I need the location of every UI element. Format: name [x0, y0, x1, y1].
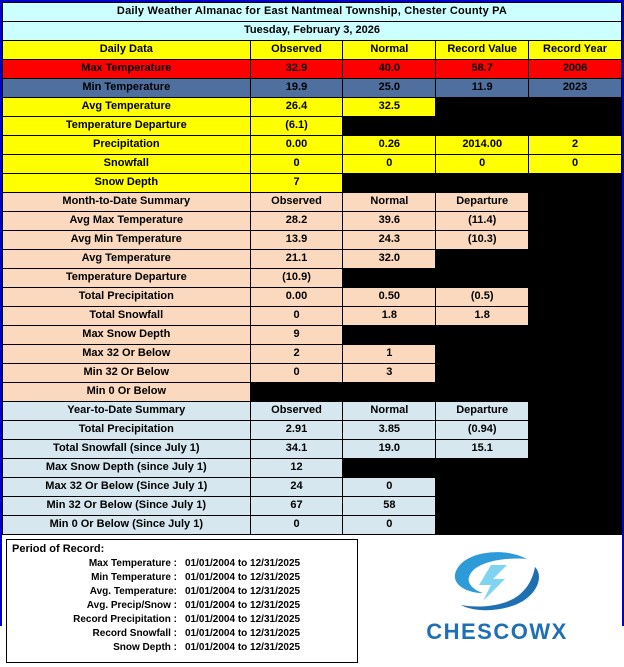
ytd-row-3-year	[529, 478, 622, 497]
mtd-row-0-observed: 28.2	[250, 212, 343, 231]
daily-header-col-0: Daily Data	[3, 41, 251, 60]
ytd-row-0-observed: 2.91	[250, 421, 343, 440]
mtd-row-6	[3, 326, 622, 345]
ytd-row-1-record: 15.1	[436, 440, 529, 459]
mtd-header-col-1: Observed	[250, 193, 343, 212]
mtd-row-5	[3, 307, 622, 326]
mtd-row-3-observed: (10.9)	[250, 269, 343, 288]
mtd-row-3-record	[436, 269, 529, 288]
daily-row-4	[3, 136, 622, 155]
ytd-header-col-0: Year-to-Date Summary	[3, 402, 251, 421]
brand-name: CHESCOWX	[426, 619, 568, 644]
daily-row-2-record	[436, 98, 529, 117]
mtd-header	[3, 193, 622, 212]
mtd-header-col-4	[529, 193, 622, 212]
period-of-record-row	[7, 599, 357, 613]
mtd-row-4	[3, 288, 622, 307]
daily-row-3-observed: (6.1)	[250, 117, 343, 136]
daily-row-4-record: 2014.00	[436, 136, 529, 155]
mtd-row-2-record	[436, 250, 529, 269]
mtd-row-4-year	[529, 288, 622, 307]
mtd-row-9-label: Min 0 Or Below	[3, 383, 251, 402]
ytd-row-4	[3, 497, 622, 516]
mtd-row-8-label: Min 32 Or Below	[3, 364, 251, 383]
ytd-header-col-2: Normal	[343, 402, 436, 421]
ytd-row-5-record	[436, 516, 529, 535]
ytd-row-4-record	[436, 497, 529, 516]
daily-row-4-observed: 0.00	[250, 136, 343, 155]
daily-row-6-label: Snow Depth	[3, 174, 251, 193]
ytd-row-1	[3, 440, 622, 459]
daily-row-0	[3, 60, 622, 79]
ytd-header	[3, 402, 622, 421]
ytd-row-3-label: Max 32 Or Below (Since July 1)	[3, 478, 251, 497]
ytd-row-3-normal: 0	[343, 478, 436, 497]
ytd-row-4-normal: 58	[343, 497, 436, 516]
mtd-header-col-3: Departure	[436, 193, 529, 212]
period-of-record-value-0: 01/01/2004 to 12/31/2025	[185, 557, 301, 569]
mtd-row-3-label: Temperature Departure	[3, 269, 251, 288]
mtd-row-0-record: (11.4)	[436, 212, 529, 231]
daily-header-col-4: Record Year	[529, 41, 622, 60]
ytd-row-1-label: Total Snowfall (since July 1)	[3, 440, 251, 459]
mtd-row-1-observed: 13.9	[250, 231, 343, 250]
ytd-row-3	[3, 478, 622, 497]
daily-row-5-label: Snowfall	[3, 155, 251, 174]
period-of-record-table	[7, 557, 357, 655]
daily-row-5-year: 0	[529, 155, 622, 174]
daily-row-4-label: Precipitation	[3, 136, 251, 155]
mtd-row-8-normal: 3	[343, 364, 436, 383]
mtd-row-7-year	[529, 345, 622, 364]
mtd-row-2-year	[529, 250, 622, 269]
daily-row-1-label: Min Temperature	[3, 79, 251, 98]
almanac-date-row	[3, 22, 622, 41]
period-of-record-row	[7, 613, 357, 627]
period-of-record-panel	[6, 539, 358, 663]
period-of-record-row	[7, 641, 357, 655]
daily-row-6-observed: 7	[250, 174, 343, 193]
mtd-row-1-record: (10.3)	[436, 231, 529, 250]
daily-row-2-label: Avg Temperature	[3, 98, 251, 117]
period-of-record-label-3: Avg. Precip/Snow :	[86, 599, 177, 611]
daily-row-3-label: Temperature Departure	[3, 117, 251, 136]
mtd-row-0-label: Avg Max Temperature	[3, 212, 251, 231]
mtd-row-4-label: Total Precipitation	[3, 288, 251, 307]
period-of-record-value-2: 01/01/2004 to 12/31/2025	[185, 585, 301, 597]
daily-row-0-record: 58.7	[436, 60, 529, 79]
daily-row-1-observed: 19.9	[250, 79, 343, 98]
chescowx-logo	[382, 545, 612, 657]
daily-header-col-3: Record Value	[436, 41, 529, 60]
daily-header	[3, 41, 622, 60]
period-of-record-label-0: Max Temperature :	[88, 557, 177, 569]
mtd-row-1	[3, 231, 622, 250]
daily-row-5-normal: 0	[343, 155, 436, 174]
mtd-header-col-2: Normal	[343, 193, 436, 212]
mtd-row-5-observed: 0	[250, 307, 343, 326]
mtd-row-8	[3, 364, 622, 383]
period-of-record-label-1: Min Temperature :	[91, 571, 177, 583]
ytd-row-1-normal: 19.0	[343, 440, 436, 459]
ytd-row-3-record	[436, 478, 529, 497]
ytd-header-col-1: Observed	[250, 402, 343, 421]
mtd-row-8-observed: 0	[250, 364, 343, 383]
period-of-record-value-1: 01/01/2004 to 12/31/2025	[185, 571, 301, 583]
swirl-icon	[431, 545, 563, 617]
daily-row-2	[3, 98, 622, 117]
mtd-row-7-label: Max 32 Or Below	[3, 345, 251, 364]
period-of-record-value-6: 01/01/2004 to 12/31/2025	[185, 641, 301, 653]
mtd-row-2	[3, 250, 622, 269]
footer-area	[2, 535, 622, 667]
daily-row-6-normal	[343, 174, 436, 193]
ytd-row-2	[3, 459, 622, 478]
period-of-record-label-4: Record Precipitation :	[73, 613, 177, 625]
ytd-row-0-label: Total Precipitation	[3, 421, 251, 440]
ytd-row-0-normal: 3.85	[343, 421, 436, 440]
ytd-row-0-record: (0.94)	[436, 421, 529, 440]
daily-header-col-1: Observed	[250, 41, 343, 60]
almanac-table	[2, 2, 622, 535]
period-of-record-title: Period of Record:	[12, 543, 105, 555]
mtd-row-0-normal: 39.6	[343, 212, 436, 231]
ytd-row-5	[3, 516, 622, 535]
ytd-row-4-label: Min 32 Or Below (Since July 1)	[3, 497, 251, 516]
mtd-row-6-normal	[343, 326, 436, 345]
daily-row-2-observed: 26.4	[250, 98, 343, 117]
daily-row-6-record	[436, 174, 529, 193]
ytd-row-2-label: Max Snow Depth (since July 1)	[3, 459, 251, 478]
mtd-row-1-normal: 24.3	[343, 231, 436, 250]
mtd-row-9	[3, 383, 622, 402]
mtd-row-3-normal	[343, 269, 436, 288]
ytd-row-0	[3, 421, 622, 440]
mtd-row-7-normal: 1	[343, 345, 436, 364]
daily-row-0-normal: 40.0	[343, 60, 436, 79]
period-of-record-label-6: Snow Depth :	[113, 641, 177, 653]
mtd-row-0	[3, 212, 622, 231]
ytd-header-col-4	[529, 402, 622, 421]
period-of-record-label-2: Avg. Temperature:	[89, 585, 177, 597]
mtd-row-4-observed: 0.00	[250, 288, 343, 307]
ytd-row-3-observed: 24	[250, 478, 343, 497]
period-of-record-row	[7, 557, 357, 571]
mtd-row-9-observed	[250, 383, 343, 402]
daily-row-2-normal: 32.5	[343, 98, 436, 117]
mtd-row-5-label: Total Snowfall	[3, 307, 251, 326]
page-title: Daily Weather Almanac for East Nantmeal Township, Chester County PA	[3, 3, 622, 22]
mtd-row-6-year	[529, 326, 622, 345]
ytd-row-0-year	[529, 421, 622, 440]
mtd-row-9-year	[529, 383, 622, 402]
ytd-row-4-observed: 67	[250, 497, 343, 516]
mtd-row-2-label: Avg Temperature	[3, 250, 251, 269]
mtd-row-2-normal: 32.0	[343, 250, 436, 269]
mtd-row-6-label: Max Snow Depth	[3, 326, 251, 345]
mtd-row-7	[3, 345, 622, 364]
period-of-record-label-5: Record Snowfall :	[92, 627, 177, 639]
daily-header-col-2: Normal	[343, 41, 436, 60]
mtd-row-2-observed: 21.1	[250, 250, 343, 269]
period-of-record-value-4: 01/01/2004 to 12/31/2025	[185, 613, 301, 625]
mtd-row-0-year	[529, 212, 622, 231]
ytd-row-2-normal	[343, 459, 436, 478]
daily-row-0-observed: 32.9	[250, 60, 343, 79]
daily-row-3-year	[529, 117, 622, 136]
daily-row-5-record: 0	[436, 155, 529, 174]
mtd-row-6-record	[436, 326, 529, 345]
ytd-row-5-label: Min 0 Or Below (Since July 1)	[3, 516, 251, 535]
daily-row-2-year	[529, 98, 622, 117]
mtd-row-7-observed: 2	[250, 345, 343, 364]
daily-row-4-normal: 0.26	[343, 136, 436, 155]
mtd-header-col-0: Month-to-Date Summary	[3, 193, 251, 212]
daily-row-6	[3, 174, 622, 193]
mtd-row-9-normal	[343, 383, 436, 402]
ytd-row-5-year	[529, 516, 622, 535]
ytd-row-2-observed: 12	[250, 459, 343, 478]
mtd-row-8-record	[436, 364, 529, 383]
daily-row-1-record: 11.9	[436, 79, 529, 98]
daily-row-1-normal: 25.0	[343, 79, 436, 98]
daily-row-6-year	[529, 174, 622, 193]
ytd-row-1-observed: 34.1	[250, 440, 343, 459]
period-of-record-row	[7, 571, 357, 585]
mtd-row-7-record	[436, 345, 529, 364]
mtd-row-3-year	[529, 269, 622, 288]
period-of-record-value-3: 01/01/2004 to 12/31/2025	[185, 599, 301, 611]
mtd-row-4-normal: 0.50	[343, 288, 436, 307]
period-of-record-value-5: 01/01/2004 to 12/31/2025	[185, 627, 301, 639]
mtd-row-6-observed: 9	[250, 326, 343, 345]
period-of-record-row	[7, 627, 357, 641]
daily-row-1-year: 2023	[529, 79, 622, 98]
ytd-row-1-year	[529, 440, 622, 459]
daily-row-3-normal	[343, 117, 436, 136]
almanac-title-row	[3, 3, 622, 22]
mtd-row-5-year	[529, 307, 622, 326]
period-of-record-row	[7, 585, 357, 599]
ytd-row-4-year	[529, 497, 622, 516]
mtd-row-8-year	[529, 364, 622, 383]
daily-row-5-observed: 0	[250, 155, 343, 174]
mtd-row-3	[3, 269, 622, 288]
mtd-row-5-normal: 1.8	[343, 307, 436, 326]
daily-row-0-year: 2006	[529, 60, 622, 79]
daily-row-5	[3, 155, 622, 174]
mtd-row-9-record	[436, 383, 529, 402]
mtd-row-5-record: 1.8	[436, 307, 529, 326]
ytd-row-5-normal: 0	[343, 516, 436, 535]
mtd-row-1-label: Avg Min Temperature	[3, 231, 251, 250]
almanac-date: Tuesday, February 3, 2026	[3, 22, 622, 41]
ytd-row-2-record	[436, 459, 529, 478]
daily-row-1	[3, 79, 622, 98]
daily-row-0-label: Max Temperature	[3, 60, 251, 79]
ytd-header-col-3: Departure	[436, 402, 529, 421]
daily-row-3-record	[436, 117, 529, 136]
daily-row-3	[3, 117, 622, 136]
ytd-row-5-observed: 0	[250, 516, 343, 535]
mtd-row-1-year	[529, 231, 622, 250]
mtd-row-4-record: (0.5)	[436, 288, 529, 307]
ytd-row-2-year	[529, 459, 622, 478]
daily-row-4-year: 2	[529, 136, 622, 155]
